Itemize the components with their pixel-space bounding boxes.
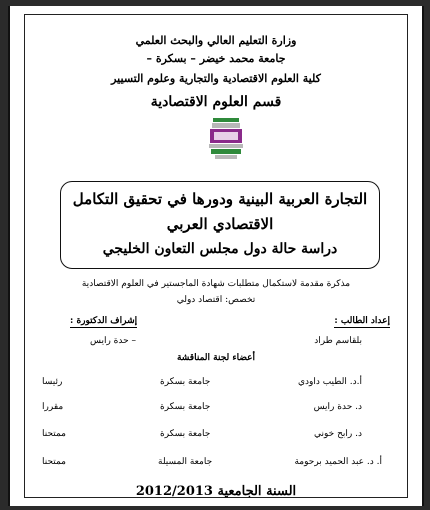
committee-member-university: جامعة بسكرة	[160, 402, 211, 412]
university-name: جامعة محمد خيضر – بسكرة –	[146, 52, 286, 65]
thesis-title-line-1: التجارة العربية البينية ودورها في تحقيق التكامل	[72, 190, 368, 208]
faculty-name: كلية العلوم الاقتصادية والتجارية وعلوم التسيير	[111, 72, 321, 85]
committee-member-name: أ. د. عبد الحميد برحومة	[294, 457, 382, 467]
committee-member-university: جامعة المسيلة	[158, 457, 213, 467]
committee-member-role: ممتحنا	[42, 457, 67, 467]
academic-year: السنة الجامعية 2012/2013	[135, 484, 297, 499]
student-name: بلقاسم طراد	[314, 336, 362, 346]
committee-member-name: أ.د. الطيب داودي	[297, 377, 362, 387]
student-label: إعداد الطالب :	[334, 316, 390, 326]
thesis-purpose-note: مذكرة مقدمة لاستكمال متطلبات شهادة الماجستير في العلوم الاقتصادية	[81, 279, 351, 289]
committee-member-university: جامعة بسكرة	[160, 429, 211, 439]
committee-member-role: رئيسا	[42, 377, 63, 387]
committee-member-role: ممتحنا	[42, 429, 67, 439]
committee-title: أعضاء لجنة المناقشة	[176, 353, 256, 363]
document-page	[8, 6, 424, 506]
committee-member-university: جامعة بسكرة	[160, 377, 211, 387]
supervisor-name: – حدة رايس	[90, 336, 137, 346]
thesis-title-box	[60, 181, 380, 269]
committee-member-name: د. حدة رايس	[313, 402, 362, 412]
supervisor-label: إشراف الدكتورة :	[70, 316, 138, 326]
committee-member-name: د. رابح خوني	[314, 429, 362, 439]
specialty-note: تخصص: اقتصاد دولي	[176, 295, 256, 305]
ministry-name: وزارة التعليم العالي والبحث العلمي	[135, 34, 297, 47]
committee-member-role: مقررا	[42, 402, 64, 412]
university-logo-icon	[206, 117, 246, 161]
thesis-title-line-2: الاقتصادي العربي	[166, 215, 274, 233]
department-name: قسم العلوم الاقتصادية	[150, 94, 282, 110]
thesis-subtitle: دراسة حالة دول مجلس التعاون الخليجي	[102, 241, 338, 257]
